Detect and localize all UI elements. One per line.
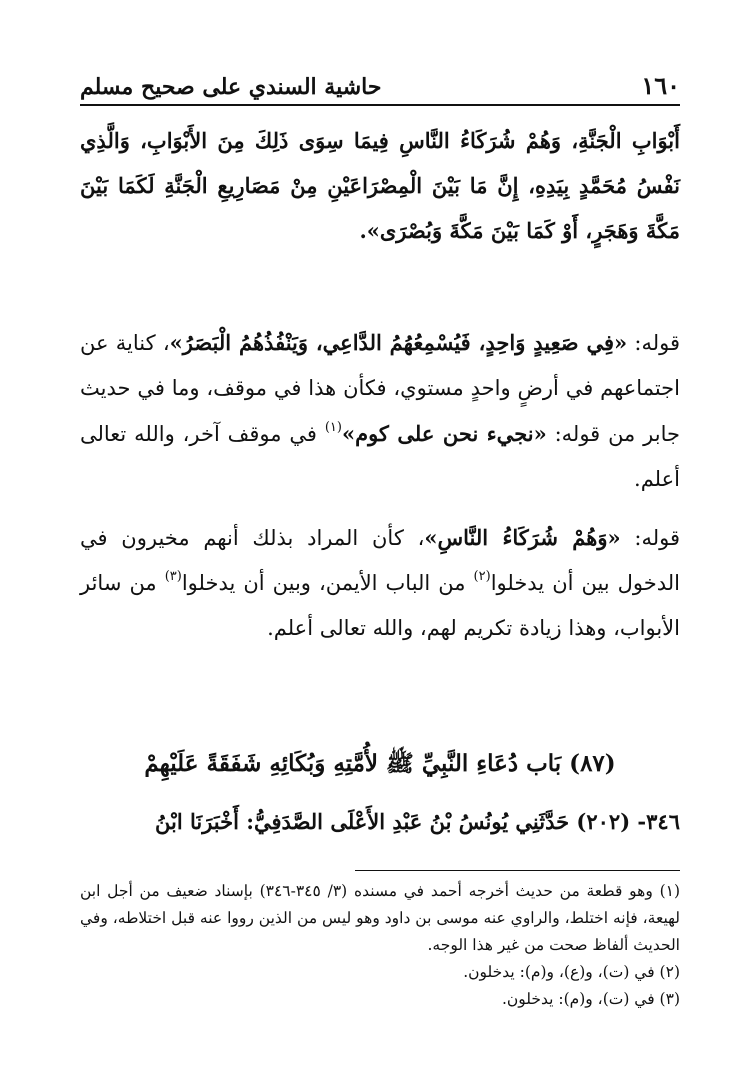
quoted-phrase: «نجيء نحن على كوم» (341, 421, 547, 446)
commentary-text: من سائر الأبواب، وهذا زيادة تكريم لهم، والله تعالى أعلم. (80, 571, 680, 640)
commentary-intro: قوله: (627, 331, 680, 355)
footnote-marker: (٢) (473, 569, 491, 584)
header-divider (80, 104, 680, 106)
commentary-paragraph-2 (80, 515, 680, 651)
hadith-continuation: أَبْوَابِ الْجَنَّةِ، وَهُمْ شُرَكَاءُ النَّاسِ فِيمَا سِوَى ذَلِكَ مِنَ الأَبْوَابِ، وَالَّذِي نَفْسُ مُحَمَّدٍ بِيَدِهِ، إِنَّ مَا بَيْنَ الْمِصْرَاعَيْنِ مِنْ مَصَارِيعِ الْجَنَّةِ لَكَمَا بَيْنَ مَكَّةَ وَهَجَرٍ، أَوْ كَمَا بَيْنَ مَكَّةَ وَبُصْرَى». (80, 128, 680, 243)
commentary-text: في موقف آخر، والله تعالى أعلم. (80, 422, 680, 491)
footnote-2: (٢) في (ت)، و(ع)، و(م): يدخلون. (463, 963, 680, 981)
footnote-3: (٣) في (ت)، و(م): يدخلون. (501, 990, 680, 1008)
footnote-1: (١) وهو قطعة من حديث أخرجه أحمد في مسنده (٣/ ٣٤٥-٣٤٦) بإسناد ضعيف من أجل ابن لهيعة، فإنه اختلط، والراوي عنه موسى بن داود وهو ليس من الذين رووا عنه قبل اختلاطه، وفي الحديث ألفاظ صحت من غير هذا الوجه. (80, 882, 681, 954)
hadith-opening: ٣٤٦- (٢٠٢) حَدَّثَنِي يُونُسُ بْنُ عَبْدِ الأَعْلَى الصَّدَفِيُّ: أَخْبَرَنَا ابْنُ (154, 809, 680, 834)
footnote-divider (355, 870, 680, 871)
quoted-phrase: «فِي صَعِيدٍ وَاحِدٍ، فَيُسْمِعُهُمُ الدَّاعِي، وَيَنْفُذُهُمُ الْبَصَرُ» (169, 330, 628, 355)
commentary-text: من الباب الأيمن، وبين أن يدخلوا (181, 571, 474, 595)
commentary-text: ، كأن المراد بذلك أنهم مخيرون في الدخول بين أن يدخلوا (80, 526, 680, 595)
footnote-marker: (١) (324, 420, 342, 435)
running-title: حاشية السندي على صحيح مسلم (80, 74, 382, 100)
page-number: ١٦٠ (641, 71, 680, 100)
footnotes (80, 878, 680, 1013)
quoted-phrase: «وَهُمْ شُرَكَاءُ النَّاسِ» (424, 525, 621, 550)
page-header (80, 60, 680, 100)
commentary-intro: قوله: (620, 526, 680, 550)
commentary-text: ، كناية عن اجتماعهم في أرضٍ واحدٍ مستوي، فكأن هذا في موقف، وما في حديث جابر من قوله: (80, 331, 680, 446)
commentary-paragraph-1 (80, 320, 680, 502)
footnote-marker: (٣) (164, 569, 182, 584)
chapter-heading: (٨٧) بَاب دُعَاءِ النَّبِيِّ ﷺ لأُمَّتِهِ وَبُكَائِهِ شَفَقَةً عَلَيْهِمْ (144, 750, 616, 777)
